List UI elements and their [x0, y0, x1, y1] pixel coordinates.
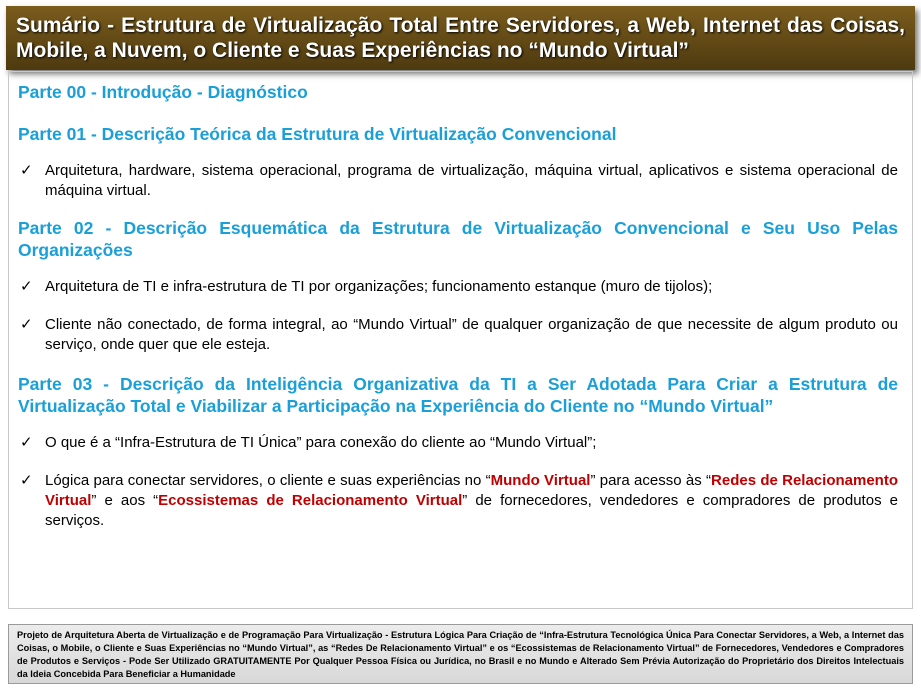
list-item: [18, 161, 898, 201]
slide-title: Sumário - Estrutura de Virtualização Total Entre Servidores, a Web, Internet das Coisas, Mobile, a Nuvem, o Cliente e Suas Experiências no “Mundo Virtual”: [16, 14, 905, 62]
bullet-text-part: Lógica para conectar servidores, o cliente e suas experiências no “: [45, 472, 491, 489]
bullet-text-part: ” de fornecedores, vendedores e compradores de produtos e serviços.: [45, 492, 898, 529]
bullet-text: Cliente não conectado, de forma integral, ao “Mundo Virtual” de qualquer organização de que necessite de algum produto ou serviço, onde quer que ele esteja.: [45, 316, 898, 353]
title-banner: [6, 6, 915, 70]
footer-text: Projeto de Arquitetura Aberta de Virtualização e de Programação Para Virtualização - Estrutura Lógica Para Criação de “Infra-Estrutura Tecnológica Única Para Conectar Servidores, a Web, a Internet das Coisas, o Mobile, o Cliente e Suas Experiências no “Mundo Virtual”, as “Redes De Relacionamento Virtual” e os “Ecossistemas de Relacionamento Virtual” de Fornecedores, Vendedores e Compradores de Produtos e Serviços - Pode Ser Utilizado GRATUITAMENTE Por Qualquer Pessoa Física ou Jurídica, no Brasil e no Mundo e Alterado Sem Prévia Autorização do Proprietário dos Direitos Intelectuais da Ideia Concebida Para Beneficiar a Humanidade: [17, 630, 904, 679]
bullet-text: Arquitetura de TI e infra-estrutura de TI por organizações; funcionamento estanque (muro de tijolos);: [45, 278, 713, 295]
bullet-text: [45, 472, 898, 529]
bullet-list-parte-01: [18, 161, 898, 201]
content-area: [8, 71, 913, 609]
list-item: [18, 277, 898, 297]
section-heading-parte-03: Parte 03 - Descrição da Inteligência Organizativa da TI a Ser Adotada Para Criar a Estrutura de Virtualização Total e Viabilizar a Participação na Experiência do Cliente no “Mundo Virtual”: [18, 374, 898, 416]
bullet-text: Arquitetura, hardware, sistema operacional, programa de virtualização, máquina virtual, aplicativos e sistema operacional de máquina virtual.: [45, 162, 898, 199]
bullet-text-part: ” para acesso às “: [590, 472, 712, 489]
section-heading-parte-02: Parte 02 - Descrição Esquemática da Estrutura de Virtualização Convencional e Seu Uso Pelas Organizações: [18, 218, 898, 260]
checkmark-icon: ✓: [20, 316, 33, 333]
checkmark-icon: ✓: [20, 472, 33, 489]
highlight-redes-relacionamento: Redes de Relacionamento Virtual: [45, 472, 898, 509]
list-item: [18, 471, 898, 531]
bullet-text-part: ” e aos “: [91, 492, 159, 509]
list-item: [18, 433, 898, 453]
footer-note: [8, 624, 913, 684]
bullet-list-parte-02: [18, 277, 898, 355]
checkmark-icon: ✓: [20, 434, 33, 451]
checkmark-icon: ✓: [20, 278, 33, 295]
list-item: [18, 315, 898, 355]
bullet-text: O que é a “Infra-Estrutura de TI Única” para conexão do cliente ao “Mundo Virtual”;: [45, 434, 597, 451]
highlight-mundo-virtual: Mundo Virtual: [490, 472, 591, 489]
highlight-ecossistemas: Ecossistemas de Relacionamento Virtual: [158, 492, 463, 509]
section-heading-parte-00: Parte 00 - Introdução - Diagnóstico: [18, 82, 308, 102]
checkmark-icon: ✓: [20, 162, 33, 179]
bullet-list-parte-03: [18, 433, 898, 531]
section-heading-parte-01: Parte 01 - Descrição Teórica da Estrutura de Virtualização Convencional: [18, 124, 617, 144]
